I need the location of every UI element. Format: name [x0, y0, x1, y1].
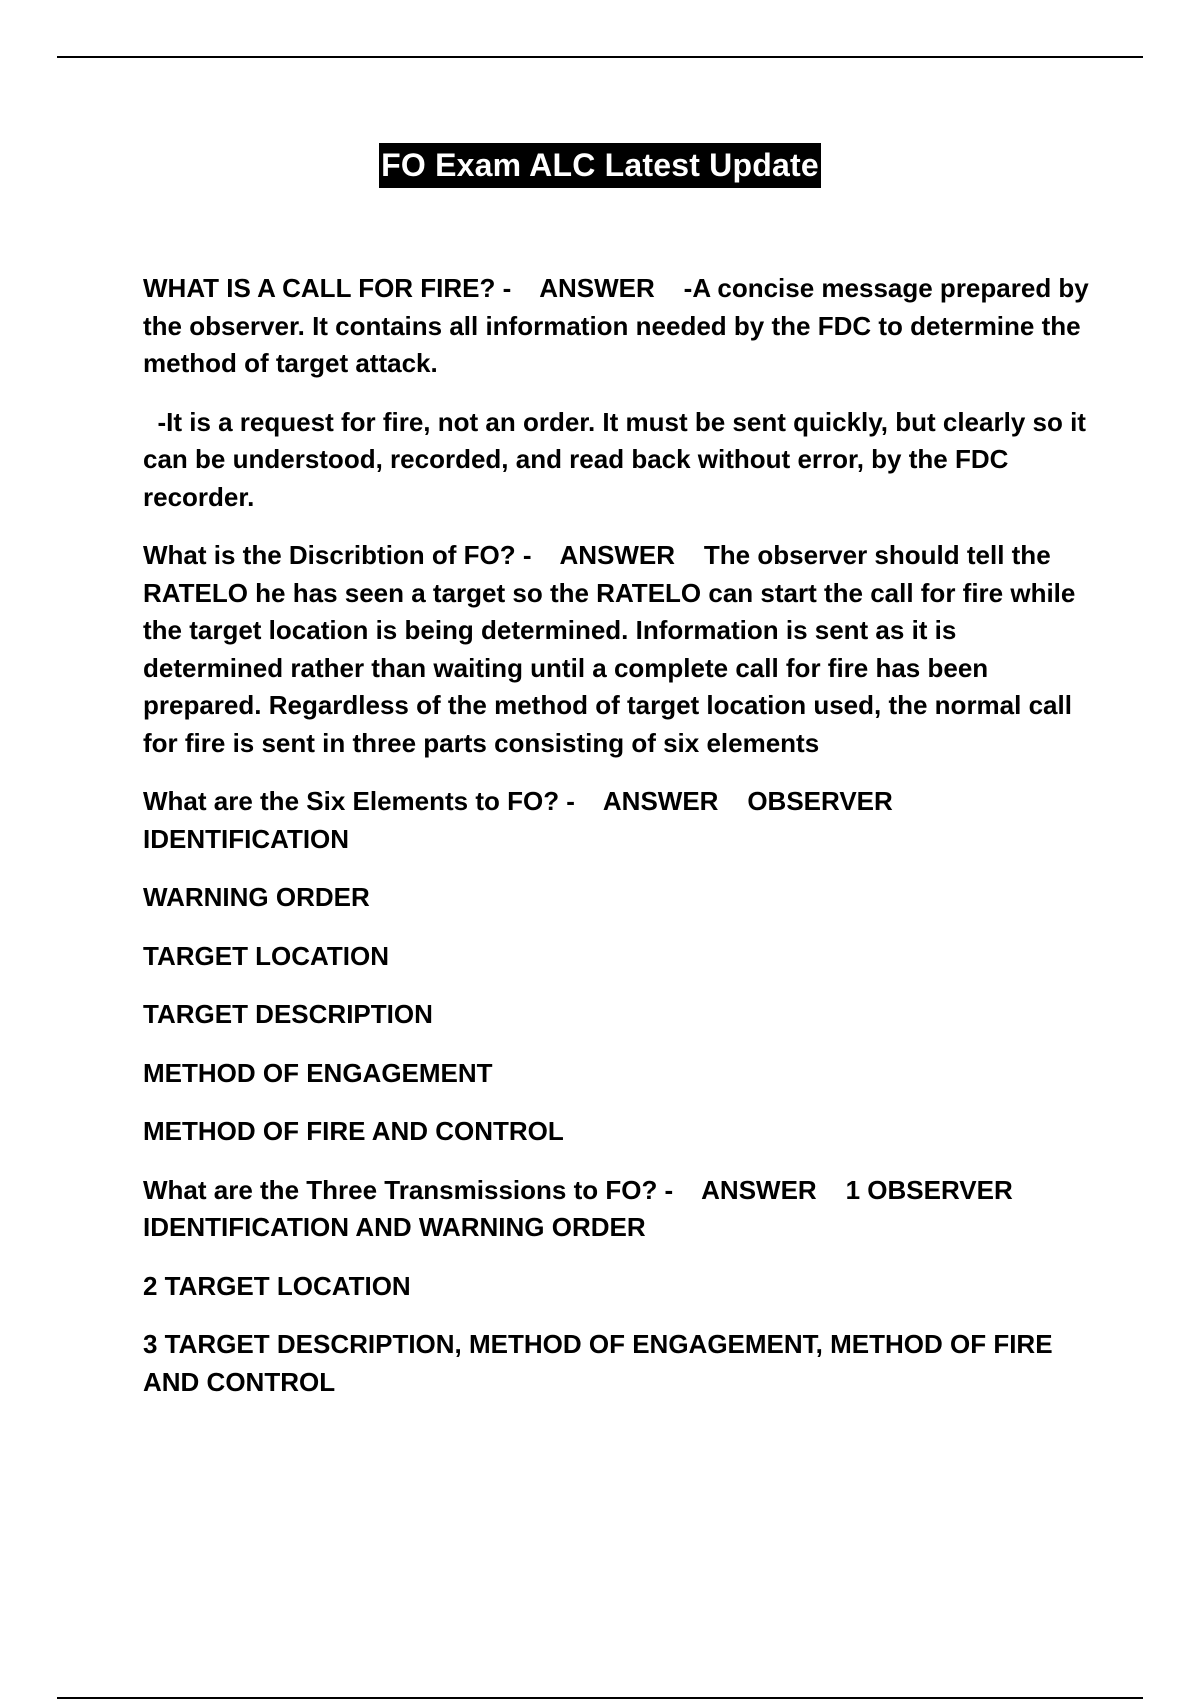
document-title: FO Exam ALC Latest Update [379, 143, 821, 188]
list-item-target-description: TARGET DESCRIPTION [143, 999, 433, 1029]
list-item-method-of-fire: METHOD OF FIRE AND CONTROL [143, 1116, 564, 1146]
top-rule [57, 56, 1143, 58]
list-item-target-location: TARGET LOCATION [143, 940, 390, 971]
title-container [0, 143, 1200, 188]
qa-paragraph-six-elements: What are the Six Elements to FO? - ANSWER OBSERVER IDENTIFICATION [143, 786, 901, 854]
document-body [143, 270, 1103, 1422]
bottom-rule [57, 1697, 1143, 1699]
list-item-method-of-engagement: METHOD OF ENGAGEMENT [143, 1057, 493, 1088]
list-item-transmission-2: 2 TARGET LOCATION [143, 1270, 411, 1301]
list-item-transmission-3: 3 TARGET DESCRIPTION, METHOD OF ENGAGEMENT, METHOD OF FIRE AND CONTROL [143, 1329, 1059, 1397]
qa-paragraph-three-transmissions: What are the Three Transmissions to FO? - ANSWER 1 OBSERVER IDENTIFICATION AND WARNING ORDER [143, 1174, 1020, 1242]
qa-paragraph-request-note: -It is a request for fire, not an order. It must be sent quickly, but clearly so it can be understood, recorded, and read back without error, by the FDC recorder. [143, 406, 1094, 512]
qa-paragraph-description: What is the Discribtion of FO? - ANSWER The observer should tell the RATELO he has seen a target so the RATELO can start the call for fire while the target location is being determined. Information is sent as it is determined rather than waiting until a complete call for fire has been prepared. Regardless of the method of target location used, the normal call for fire is sent in three parts consisting of six elements [143, 540, 1083, 758]
qa-paragraph-call-for-fire: WHAT IS A CALL FOR FIRE? - ANSWER -A concise message prepared by the observer. It contains all information needed by the FDC to determine the method of target attack. [143, 273, 1096, 378]
list-item-warning-order: WARNING ORDER [143, 882, 370, 912]
